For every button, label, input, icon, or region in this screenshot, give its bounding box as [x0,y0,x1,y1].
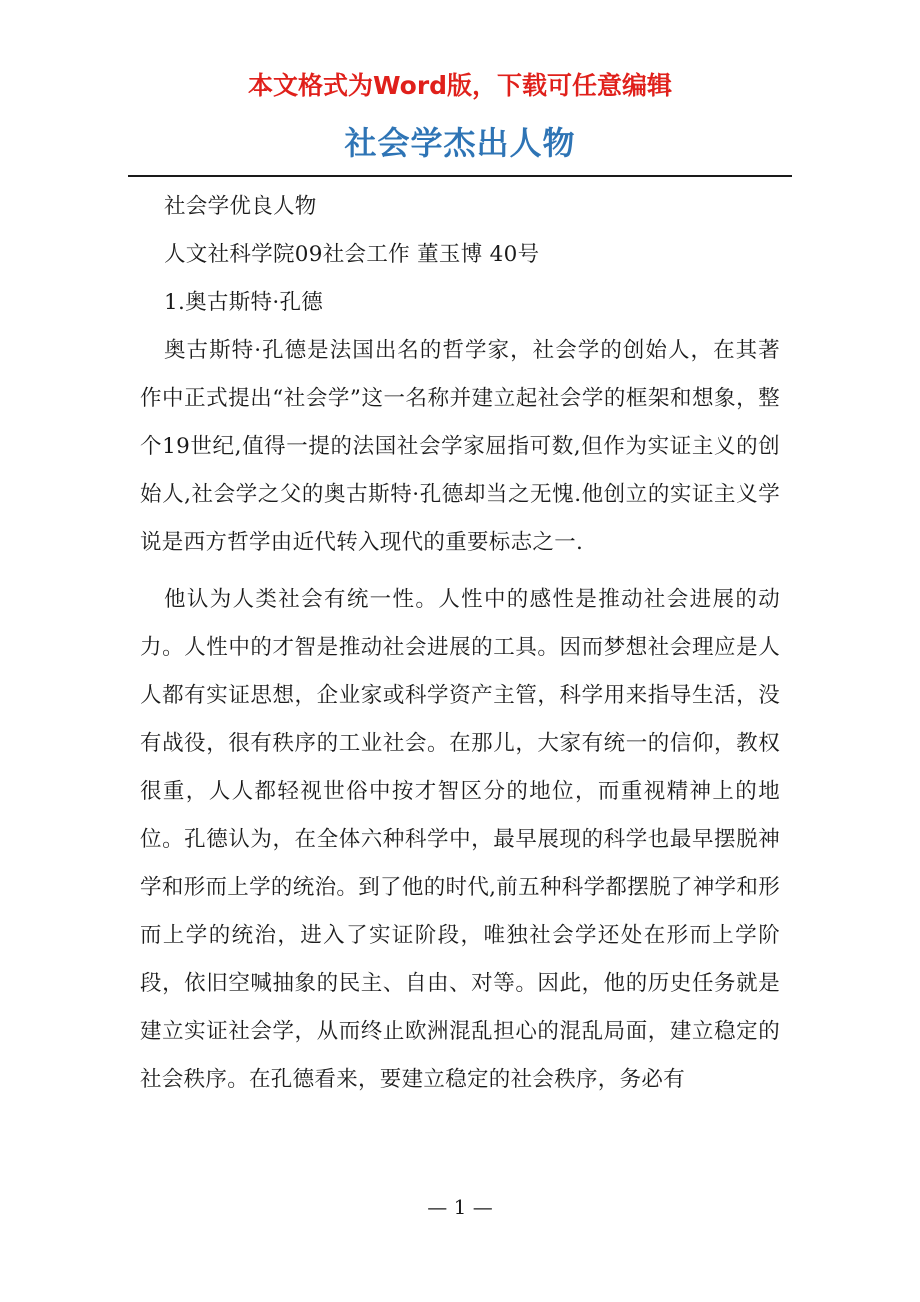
paragraph-2: 他认为人类社会有统一性。人性中的感性是推动社会进展的动力。人性中的才智是推动社会进展的工具。因而梦想社会理应是人人都有实证思想，企业家或科学资产主管，科学用来指导生活，没有战役，很有秩序的工业社会。在那儿，大家有统一的信仰，教权很重，人人都轻视世俗中按才智区分的地位，而重视精神上的地位。孔德认为，在全体六种科学中，最早展现的科学也最早摆脱神学和形而上学的统治。到了他的时代,前五种科学都摆脱了神学和形而上学的统治，进入了实证阶段，唯独社会学还处在形而上学阶段，依旧空喊抽象的民主、自由、对等。因此，他的历史任务就是建立实证社会学，从而终止欧洲混乱担心的混乱局面，建立稳定的社会秩序。在孔德看来，要建立稳定的社会秩序，务必有 [140,587,780,1092]
paragraph-1: 奥古斯特·孔德是法国出名的哲学家，社会学的创始人，在其著作中正式提出“社会学”这一名称并建立起社会学的框架和想象，整个19世纪,值得一提的法国社会学家屈指可数,但作为实证主义的创始人,社会学之父的奥古斯特·孔德却当之无愧.他创立的实证主义学说是西方哲学由近代转入现代的重要标志之一. [140,338,780,555]
document-body [140,183,780,1104]
section-heading: 1.奥古斯特·孔德 [164,290,324,315]
body-heading: 社会学优良人物 [164,194,317,219]
page-number: — 1 — [427,1195,493,1219]
title-divider [128,175,792,177]
format-banner: 本文格式为Word版，下载可任意编辑 [247,71,673,100]
author-line: 人文社科学院09社会工作 董玉博 40号 [164,242,540,267]
document-title: 社会学杰出人物 [344,124,576,162]
